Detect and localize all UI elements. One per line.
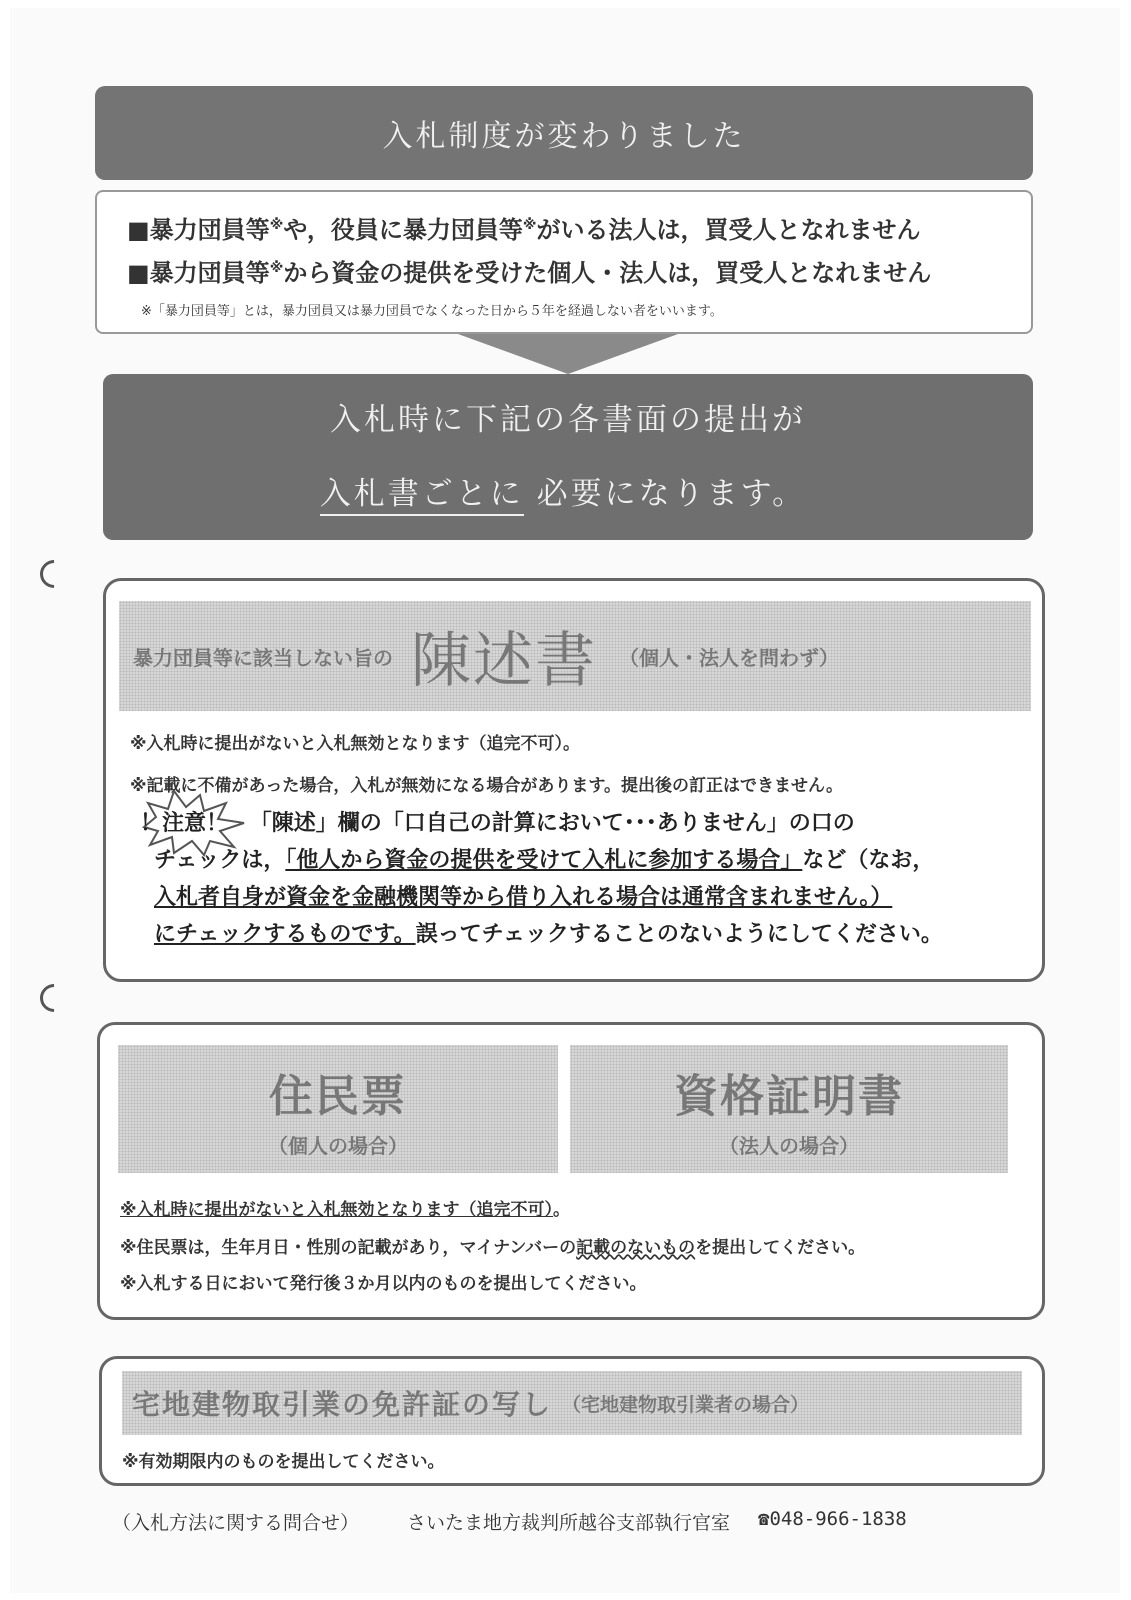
documents-note-3: ※入札する日において発行後３か月以内のものを提出してください。: [120, 1274, 647, 1294]
documents-note-2-wavy: 記載のないもの: [576, 1238, 696, 1258]
caution-text: など（なお，: [802, 848, 935, 873]
requirement-line-1: 入札時に下記の各書面の提出が: [330, 402, 806, 438]
caution-label: ！注意！: [140, 811, 229, 836]
notice-line-1: [127, 206, 1031, 249]
notice-line-2-part: から資金の提供を受けた個人・法人は，買受人となれません: [283, 259, 932, 287]
phone-number: ☎048-966-1838: [758, 1508, 907, 1530]
caution-text: 「陳述」欄の「口自己の計算において･･･ありません」の口の: [249, 811, 855, 836]
license-section: [99, 1356, 1045, 1486]
caution-block: [140, 805, 1034, 953]
statement-post: （個人・法人を問わず）: [619, 645, 839, 670]
inquiry-label: （入札方法に関する問合せ）: [112, 1512, 360, 1534]
notice-footnote: ※「暴力団員等」とは，暴力団員又は暴力団員でなくなった日から５年を経過しない者をいいます。: [141, 304, 723, 319]
statement-header: [119, 601, 1031, 711]
notice-box: [95, 190, 1033, 334]
down-arrow-icon: [458, 334, 678, 374]
footnote-mark: ※: [269, 260, 284, 276]
header-banner-text: 入札制度が変わりました: [382, 119, 746, 154]
resident-record-cell: [118, 1045, 558, 1173]
requirement-emphasis: 入札書ごとに: [320, 476, 524, 516]
notice-line-1-part: や，役員に暴力団員等: [283, 216, 523, 244]
requirement-banner: [103, 374, 1033, 540]
statement-note-1: ※入札時に提出がないと入札無効となります（追完不可）。: [130, 734, 581, 754]
license-note: ※有効期限内のものを提出してください。: [122, 1452, 445, 1472]
statement-note-2: ※記載に不備があった場合，入札が無効になる場合があります。提出後の訂正はできません。: [130, 776, 844, 796]
documents-note-2-part: を提出してください。: [695, 1238, 866, 1258]
documents-note-2: [120, 1233, 865, 1258]
statement-section: [103, 578, 1045, 982]
notice-line-1-part: がいる法人は，買受人となれません: [536, 216, 921, 244]
requirement-line-2-rest: 必要になります。: [523, 476, 807, 512]
license-title: 宅地建物取引業の免許証の写し: [132, 1388, 553, 1421]
documents-section: [97, 1022, 1045, 1320]
punch-hole-icon: [34, 978, 74, 1018]
qualification-cert-cell: [570, 1045, 1008, 1173]
caution-underline: にチェックするものです。: [154, 922, 416, 947]
caution-underline: 入札者自身が資金を金融機関等から借り入れる場合は通常含まれません。）: [154, 885, 893, 910]
license-post: （宅地建物取引業者の場合）: [562, 1393, 810, 1416]
punch-hole-icon: [34, 554, 74, 594]
caution-underline: 「他人から資金の提供を受けて入札に参加する場合」: [285, 848, 803, 873]
footnote-mark: ※: [522, 217, 537, 233]
caution-text: 誤ってチェックすることのないようにしてください。: [415, 922, 943, 947]
documents-note-1: [120, 1195, 570, 1220]
notice-line-2: [127, 249, 1031, 292]
resident-record-sub: （個人の場合）: [268, 1133, 408, 1158]
documents-note-1-end: 。: [553, 1200, 571, 1220]
resident-record-title: 住民票: [269, 1070, 407, 1122]
documents-note-2-part: ※住民票は，生年月日・性別の記載があり，マイナンバーの: [120, 1238, 577, 1258]
statement-title: 陳述書: [411, 626, 597, 696]
license-header: [122, 1371, 1022, 1435]
header-banner: [95, 86, 1033, 180]
notice-line-1-part: ■暴力団員等: [127, 216, 270, 244]
qualification-cert-title: 資格証明書: [674, 1070, 904, 1122]
statement-pre: 暴力団員等に該当しない旨の: [133, 645, 393, 670]
requirement-line-2: [320, 457, 806, 531]
caution-text: チェックは，: [154, 848, 286, 873]
qualification-cert-sub: （法人の場合）: [719, 1133, 859, 1158]
notice-line-2-part: ■暴力団員等: [127, 259, 270, 287]
office-name: さいたま地方裁判所越谷支部執行官室: [407, 1512, 731, 1534]
footnote-mark: ※: [269, 217, 284, 233]
contact-footer: [112, 1508, 907, 1535]
documents-note-1-underline: ※入札時に提出がないと入札無効となります（追完不可）: [120, 1200, 554, 1220]
